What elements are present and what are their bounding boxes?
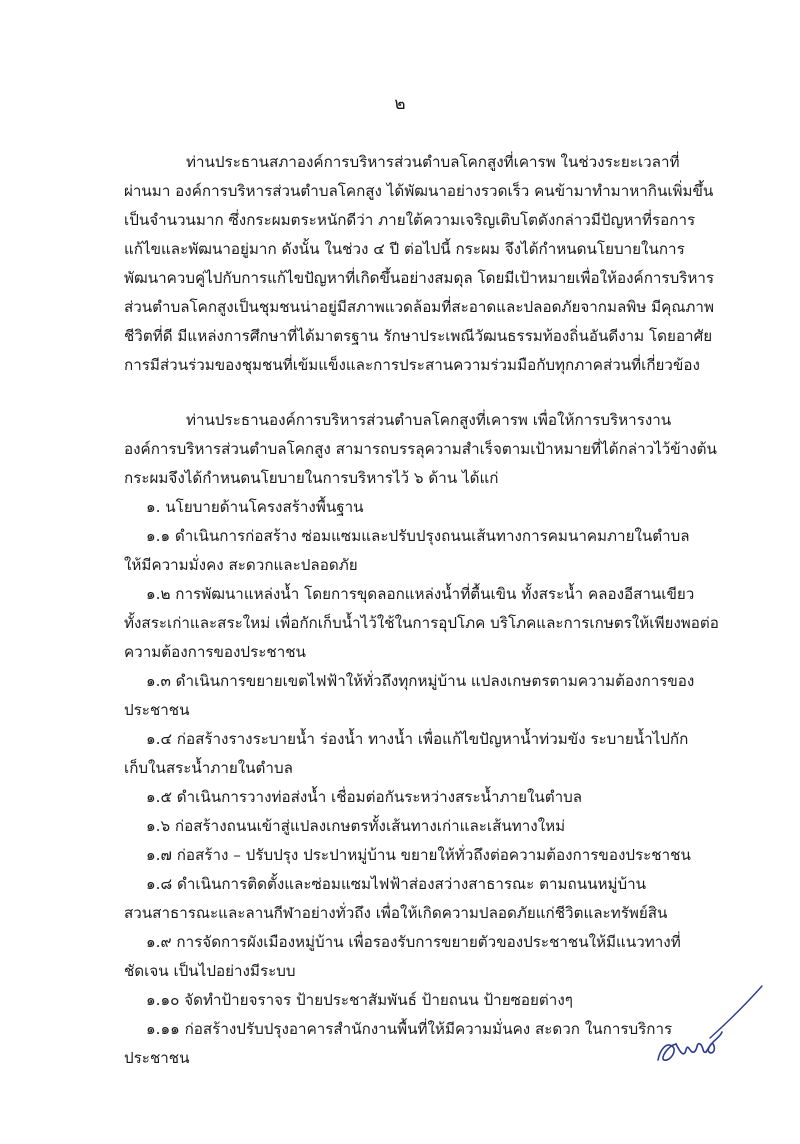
- paragraph-2-line-2: องค์การบริหารส่วนตำบลโคกสูง สามารถบรรลุความสำเร็จตามเป้าหมายที่ได้กล่าวไว้ข้างต้น: [124, 440, 717, 458]
- item-1-1-line-2: ให้มีความมั่งคง สะดวกและปลอดภัย: [124, 556, 358, 574]
- item-1-8-line-2: สวนสาธารณะและลานกีฬาอย่างทั่วถึง เพื่อให้เกิดความปลอดภัยแก่ชีวิตและทรัพย์สิน: [124, 904, 668, 922]
- item-1-7-line-1: ๑.๗ ก่อสร้าง – ปรับปรุง ประปาหมู่บ้าน ขยายให้ทั่วถึงต่อความต้องการของประชาชน: [146, 846, 691, 864]
- handwritten-signature: [650, 980, 770, 1070]
- item-1-2-line-1: ๑.๒ การพัฒนาแหล่งน้ำ โดยการขุดลอกแหล่งน้ำที่ตื้นเขิน ทั้งสระน้ำ คลองอีสานเขียว: [146, 585, 695, 603]
- item-1-1-line-1: ๑.๑ ดำเนินการก่อสร้าง ซ่อมแซมและปรับปรุงถนนเส้นทางการคมนาคมภายในตำบล: [146, 527, 690, 545]
- item-1-3-line-2: ประชาชน: [124, 701, 190, 719]
- paragraph-2-line-1: ท่านประธานองค์การบริหารส่วนตำบลโคกสูงที่เคารพ เพื่อให้การบริหารงาน: [186, 411, 672, 429]
- paragraph-1-line-3: เป็นจำนวนมาก ซึ่งกระผมตระหนักดีว่า ภายใต้ความเจริญเติบโตดังกล่าวมีปัญหาที่รอการ: [124, 211, 696, 229]
- paragraph-1-line-7: ชีวิตที่ดี มีแหล่งการศึกษาที่ได้มาตรฐาน รักษาประเพณีวัฒนธรรมท้องถิ่นอันดีงาม โดยอาศัย: [124, 327, 713, 345]
- item-1-8-line-1: ๑.๘ ดำเนินการติดตั้งและซ่อมแซมไฟฟ้าส่องสว่างสาธารณะ ตามถนนหมู่บ้าน: [146, 875, 647, 893]
- item-1-11-line-1: ๑.๑๑ ก่อสร้างปรับปรุงอาคารสำนักงานพื้นที่ให้มีความมั่นคง สะดวก ในการบริการ: [146, 1020, 673, 1038]
- item-1-5-line-1: ๑.๕ ดำเนินการวางท่อส่งน้ำ เชื่อมต่อกันระหว่างสระน้ำภายในตำบล: [146, 788, 583, 806]
- paragraph-1-line-2: ผ่านมา องค์การบริหารส่วนตำบลโคกสูง ได้พัฒนาอย่างรวดเร็ว คนข้ามาทำมาหากินเพิ่มขึ้น: [124, 182, 714, 200]
- paragraph-1-line-8: การมีส่วนร่วมของชุมชนที่เข้มแข็งและการประสานความร่วมมือกับทุกภาคส่วนที่เกี่ยวข้อง: [124, 356, 700, 374]
- item-1-10-line-1: ๑.๑๐ จัดทำป้ายจราจร ป้ายประชาสัมพันธ์ ป้ายถนน ป้ายซอยต่างๆ: [146, 991, 573, 1009]
- paragraph-1-line-1: ท่านประธานสภาองค์การบริหารส่วนตำบลโคกสูงที่เคารพ ในช่วงระยะเวลาที่: [186, 153, 680, 171]
- item-1-2-line-3: ความต้องการของประชาชน: [124, 643, 306, 661]
- paragraph-1-line-4: แก้ไขและพัฒนาอยู่มาก ดังนั้น ในช่วง ๔ ปี ต่อไปนี้ กระผม จึงได้กำหนดนโยบายในการ: [124, 240, 685, 258]
- paragraph-1-line-5: พัฒนาควบคู่ไปกับการแก้ไขปัญหาที่เกิดขึ้นอย่างสมดุล โดยมีเป้าหมายเพื่อให้องค์การบริหาร: [124, 269, 715, 287]
- item-1-3-line-1: ๑.๓ ดำเนินการขยายเขตไฟฟ้าให้ทั่วถึงทุกหมู่บ้าน แปลงเกษตรตามความต้องการของ: [146, 672, 695, 690]
- paragraph-1-line-6: ส่วนตำบลโคกสูงเป็นชุมชนน่าอยู่มีสภาพแวดล้อมที่สะอาดและปลอดภัยจากมลพิษ มีคุณภาพ: [124, 298, 714, 316]
- item-1-9-line-2: ชัดเจน เป็นไปอย่างมีระบบ: [124, 962, 296, 980]
- item-1-9-line-1: ๑.๙ การจัดการผังเมืองหมู่บ้าน เพื่อรองรับการขยายตัวของประชาชนให้มีแนวทางที่: [146, 933, 681, 951]
- item-1-11-line-2: ประชาชน: [124, 1049, 190, 1067]
- section-heading: ๑. นโยบายด้านโครงสร้างพื้นฐาน: [146, 498, 364, 516]
- paragraph-2-line-3: กระผมจึงได้กำหนดนโยบายในการบริหารไว้ ๖ ด้าน ได้แก่: [124, 469, 499, 487]
- item-1-6-line-1: ๑.๖ ก่อสร้างถนนเข้าสู่แปลงเกษตรทั้งเส้นทางเก่าและเส้นทางใหม่: [146, 817, 566, 835]
- page-number: ๒: [394, 94, 406, 114]
- item-1-2-line-2: ทั้งสระเก่าและสระใหม่ เพื่อกักเก็บน้ำไว้ใช้ในการอุปโภค บริโภคและการเกษตรให้เพียงพอต่อ: [124, 614, 719, 632]
- item-1-4-line-1: ๑.๔ ก่อสร้างรางระบายน้ำ ร่องน้ำ ทางน้ำ เพื่อแก้ไขปัญหาน้ำท่วมขัง ระบายน้ำไปกัก: [146, 730, 689, 748]
- item-1-4-line-2: เก็บในสระน้ำภายในตำบล: [124, 759, 293, 777]
